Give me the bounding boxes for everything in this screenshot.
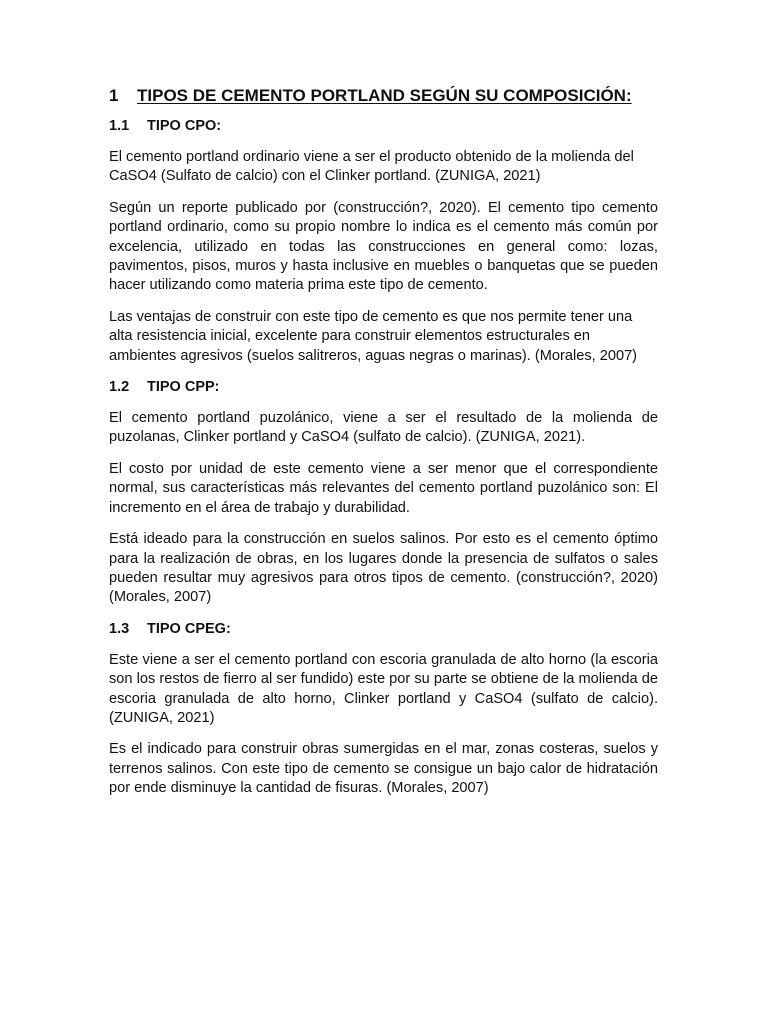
subsection-heading-cpp [109,378,658,397]
subsection-number: 1.1 [109,118,130,134]
subsection-title: TIPO CPP: [147,379,220,396]
paragraph: El cemento portland puzolánico, viene a ser el resultado de la molienda de puzolanas, Clinker portland y CaSO4 (sulfato de calcio). (ZUNIGA, 2021). [109,410,658,446]
paragraph: El costo por unidad de este cemento viene a ser menor que el correspondiente normal, sus características más relevantes del cemento portland puzolánico son: El incremento en el área de trabajo y durabilidad. [109,460,658,516]
subsection-title: TIPO CPO: [147,118,222,134]
paragraph: Según un reporte publicado por (construcción?, 2020). El cemento tipo cemento portland ordinario, como su propio nombre lo indica es el cemento más común por excelencia, utilizado en todas las construcciones en general como: lozas, pavimentos, pisos, muros y hasta inclusive en muebles o banquetas que se pueden hacer utilizando como materia prima este tipo de cemento. [109,199,658,294]
subsection-number: 1.3 [109,620,130,637]
subsection-title: TIPO CPEG: [147,620,231,637]
subsection-heading-cpo [109,117,658,136]
paragraph: El cemento portland ordinario viene a ser el producto obtenido de la molienda del CaSO4 (Sulfato de calcio) con el Clinker portland. (ZUNIGA, 2021) [109,149,634,185]
section-number: 1 [109,86,119,105]
paragraph: Las ventajas de construir con este tipo de cemento es que nos permite tener una alta resistencia inicial, excelente para construir elementos estructurales en ambientes agresivos (suelos salitreros, aguas negras o marinas). (Morales, 2007) [109,308,638,364]
section-heading [109,85,658,107]
paragraph: Es el indicado para construir obras sumergidas en el mar, zonas costeras, suelos y terrenos salinos. Con este tipo de cemento se consigue un bajo calor de hidratación por ende disminuye la cantidad de fisuras. (Morales, 2007) [109,741,658,797]
paragraph: Está ideado para la construcción en suelos salinos. Por esto es el cemento óptimo para la realización de obras, en los lugares donde la presencia de sulfatos o sales pueden resultar muy agresivos para otros tipos de cemento. (construcción?, 2020) (Morales, 2007) [109,531,658,606]
paragraph: Este viene a ser el cemento portland con escoria granulada de alto horno (la escoria son los restos de fierro al ser fundido) este por su parte se obtiene de la molienda de escoria granulada de alto horno, Clinker portland y CaSO4 (sulfato de calcio). (ZUNIGA, 2021) [109,651,658,726]
subsection-number: 1.2 [109,379,130,396]
subsection-heading-cpeg [109,620,658,639]
document-page [109,85,658,811]
section-title: TIPOS DE CEMENTO PORTLAND SEGÚN SU COMPOSICIÓN: [137,86,632,105]
